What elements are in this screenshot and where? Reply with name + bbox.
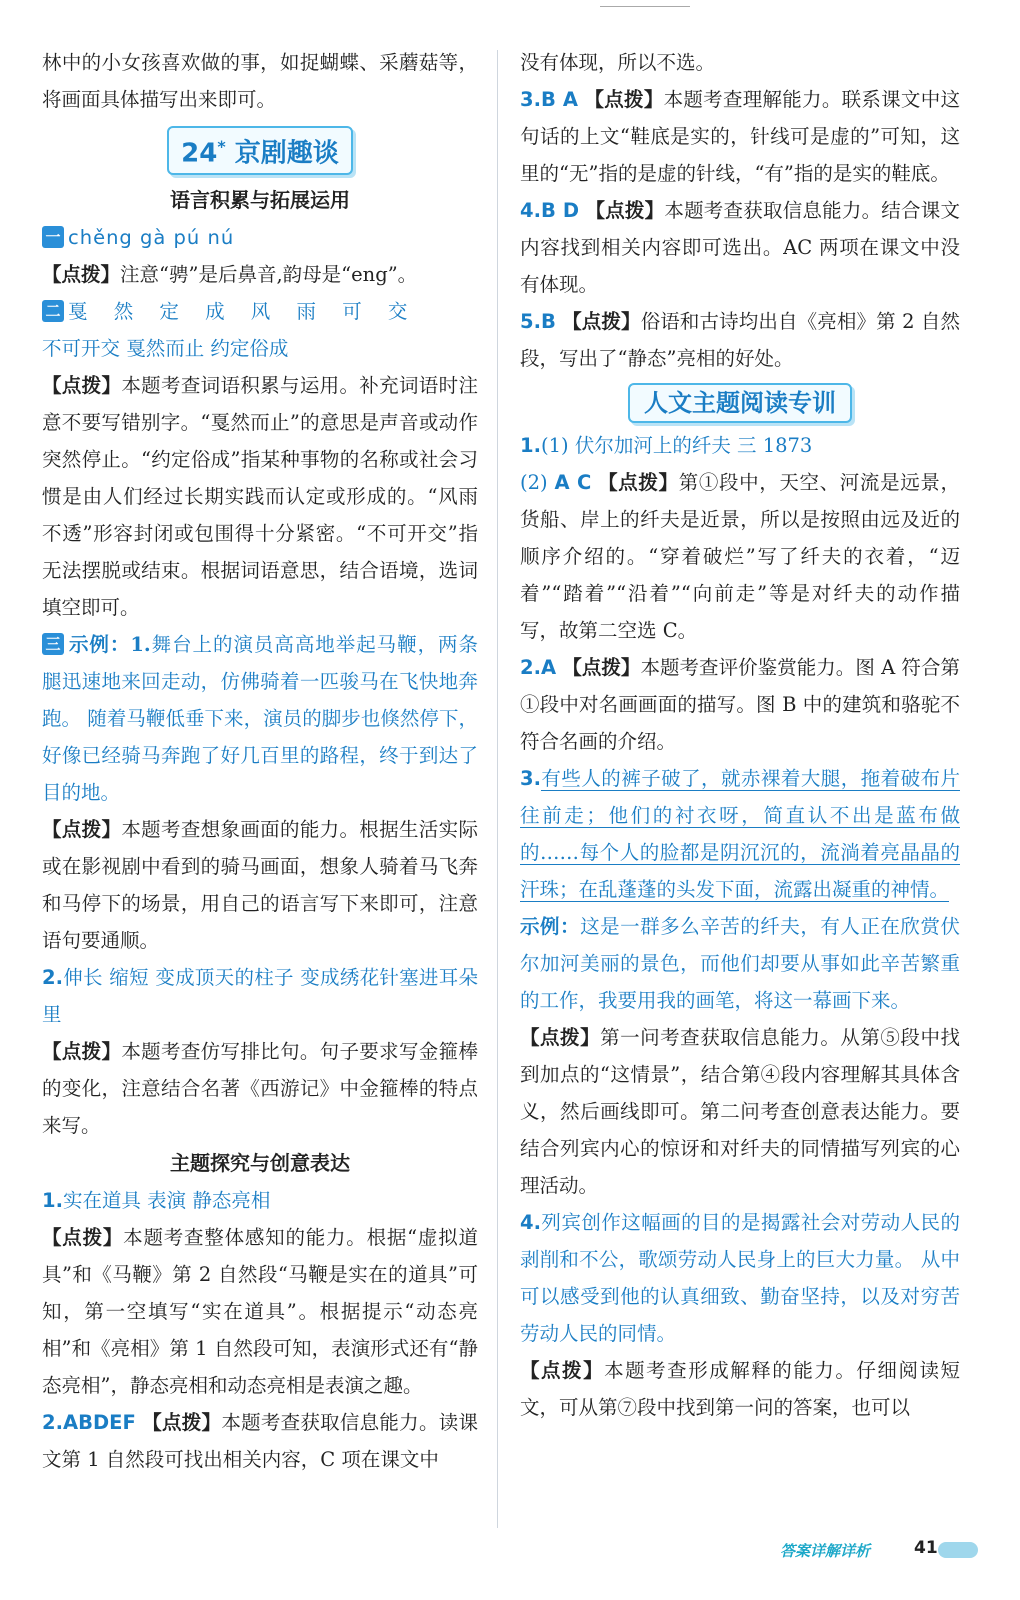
example-label: 示例：1. [68, 632, 151, 656]
tip-label: 【点拨】 [562, 310, 641, 333]
tip-text: 本题考查评价鉴赏能力。图 A 符合第①段中对名画画面的描写。图 B 中的建筑和骆驼不符合名画的介绍。 [520, 656, 960, 753]
question-2 [42, 293, 478, 330]
question-3b-tip [42, 1033, 478, 1144]
question-badge: 三 [42, 633, 64, 655]
answer-characters: 戛 然 定 成 风 雨 可 交 [68, 299, 418, 323]
question-number: 1. [520, 434, 541, 457]
tip-label: 【点拨】 [584, 88, 664, 111]
sub-label: (2) [520, 471, 548, 494]
tip-label: 【点拨】 [520, 1026, 601, 1049]
question-number: 4. [520, 1211, 541, 1234]
tip-label: 【点拨】 [42, 817, 122, 841]
sub-label: (1) [540, 434, 569, 457]
answer-text: A C [554, 471, 592, 494]
question-3b [42, 959, 478, 1033]
tip-text: 本题考查仿写排比句。句子要求写金箍棒的变化，注意结合名著《西游记》中金箍棒的特点来写。 [42, 1039, 478, 1137]
question-5-right [520, 303, 960, 377]
intro-text: 林中的小女孩喜欢做的事，如捉蝴蝶、采蘑菇等，将画面具体描写出来即可。 [42, 51, 478, 111]
question-badge: 一 [42, 226, 64, 248]
tip-text: 本题考查整体感知的能力。根据“虚拟道具”和《马鞭》第 2 自然段“马鞭是实在的道具”可知，第一空填写“实在道具”。根据提示“动态亮相”和《亮相》第 1 自然段可知，表演形式还有“静态亮相”，静态亮相和动态亮相是表演之趣。 [42, 1225, 478, 1397]
tip-label: 【点拨】 [42, 1039, 122, 1063]
footer-decoration [938, 1542, 978, 1558]
question-number: 4. [520, 199, 541, 222]
lesson-name: 京剧趣谈 [234, 138, 339, 169]
topic-question-4-tip [520, 1352, 960, 1426]
continued-text: 没有体现，所以不选。 [520, 51, 716, 74]
topic-question-1 [520, 427, 960, 464]
tip-text: 本题考查获取信息能力。读课文第 1 自然段可找出相关内容，C 项在课文中 [42, 1410, 478, 1471]
question-number: 2. [42, 1410, 63, 1434]
right-column [520, 44, 960, 1426]
question-number: 3. [520, 88, 541, 111]
tip-text: 俗语和古诗均出自《亮相》第 2 自然段，写出了“静态”亮相的好处。 [520, 310, 960, 370]
question-badge: 二 [42, 300, 64, 322]
section-title-language: 语言积累与拓展运用 [170, 187, 350, 212]
answer-text: 舞台上的演员高高地举起马鞭，两条腿迅速地来回走动，仿佛骑着一匹骏马在飞快地奔跑。 随着马鞭低垂下来，演员的脚步也倏然停下，好像已经骑马奔跑了好几百里的路程，终于到达了目的地。 [42, 632, 478, 804]
top-edge-mark [600, 0, 690, 7]
question-3 [42, 626, 478, 811]
answer-text: 伏尔加河上的纤夫 三 1873 [574, 434, 813, 457]
column-divider [497, 50, 498, 1528]
page-number: 41 [914, 1538, 938, 1558]
question-4-right [520, 192, 960, 303]
tip-label: 【点拨】 [42, 373, 122, 397]
answer-text: 伸长 缩短 变成顶天的柱子 变成绣花针塞进耳朵里 [42, 965, 478, 1026]
answer-text: 列宾创作这幅画的目的是揭露社会对劳动人民的剥削和不公，歌颂劳动人民身上的巨大力量。 从中可以感受到他的认真细致、勤奋坚持，以及对穷苦劳动人民的同情。 [520, 1211, 960, 1345]
lesson-title [167, 126, 353, 175]
answer-words: 不可开交 戛然而止 约定俗成 [42, 336, 289, 360]
lesson-star: * [217, 137, 226, 156]
section2-question-2 [42, 1404, 478, 1478]
tip-label: 【点拨】 [142, 1410, 222, 1434]
footer-label: 答案详解详析 [780, 1542, 871, 1560]
tip-text: 本题考查获取信息能力。结合课文内容找到相关内容即可选出。AC 两项在课文中没有体现。 [520, 199, 960, 296]
topic-question-3-example [520, 908, 960, 1019]
tip-text: 本题考查词语积累与运用。补充词语时注意不要写错别字。“戛然而止”的意思是声音或动作突然停止。“约定俗成”指某种事物的名称或社会习惯是由人们经过长期实践而认定或形成的。“风雨不透”形容封闭或包围得十分紧密。“不可开交”指无法摆脱或结束。根据词语意思，结合语境，选词填空即可。 [42, 373, 478, 619]
page-footer [780, 1536, 980, 1566]
section2-question-1 [42, 1182, 478, 1219]
question-number: 2. [520, 656, 541, 679]
topic-question-4 [520, 1204, 960, 1352]
answer-text: 有些人的裤子破了，就赤裸着大腿，拖着破布片往前走；他们的衬衣呀，简直认不出是蓝布做的……每个人的脸都是阴沉沉的，流淌着亮晶晶的汗珠；在乱蓬蓬的头发下面，流露出凝重的神情。 [520, 767, 960, 901]
question-1-tip [42, 256, 478, 293]
example-label: 示例： [520, 915, 581, 938]
question-1 [42, 219, 478, 256]
answer-text: A [540, 656, 557, 679]
question-2-tip [42, 367, 478, 626]
tip-label: 【点拨】 [562, 656, 641, 679]
question-3-right [520, 81, 960, 192]
tip-text: 第一问考查获取信息能力。从第⑤段中找到加点的“这情景”，结合第④段内容理解其具体含义，然后画线即可。第二问考查创意表达能力。要结合列宾内心的惊讶和对纤夫的同情描写列宾的心理活动。 [520, 1026, 960, 1197]
answer-text: B [540, 310, 556, 333]
tip-label: 【点拨】 [598, 471, 679, 494]
tip-label: 【点拨】 [520, 1359, 605, 1382]
topic-title: 人文主题阅读专训 [628, 383, 852, 423]
answer-text: B D [540, 199, 580, 222]
tip-text: 注意“骋”是后鼻音,韵母是“eng”。 [120, 262, 418, 286]
topic-question-3 [520, 760, 960, 908]
answer-text: B A [540, 88, 579, 111]
pinyin-answer: chěng gà pú nú [68, 225, 235, 249]
tip-text: 本题考查想象画面的能力。根据生活实际或在影视剧中看到的骑马画面，想象人骑着马飞奔和马停下的场景，用自己的语言写下来即可，注意语句要通顺。 [42, 817, 478, 952]
tip-text: 本题考查理解能力。联系课文中这句话的上文“鞋底是实的，针线可是虚的”可知，这里的“无”指的是虚的针线，“有”指的是实的鞋底。 [520, 88, 960, 185]
topic-question-2 [520, 649, 960, 760]
example-text: 这是一群多么辛苦的纤夫，有人正在欣赏伏尔加河美丽的景色，而他们却要从事如此辛苦繁重的工作，我要用我的画笔，将这一幕画下来。 [520, 915, 960, 1012]
topic-question-1-part-2 [520, 464, 960, 649]
section2-question-1-tip [42, 1219, 478, 1404]
tip-label: 【点拨】 [42, 1225, 124, 1249]
tip-label: 【点拨】 [585, 199, 665, 222]
section-title-theme: 主题探究与创意表达 [170, 1150, 350, 1175]
tip-label: 【点拨】 [42, 262, 121, 286]
question-2-words [42, 330, 478, 367]
lesson-number: 24 [181, 138, 218, 169]
question-number: 3. [520, 767, 541, 790]
answer-text: 实在道具 表演 静态亮相 [62, 1188, 271, 1212]
tip-text: 第①段中，天空、河流是远景，货船、岸上的纤夫是近景，所以是按照由远及近的顺序介绍的。“穿着破烂”写了纤夫的衣着，“迈着”“踏着”“沿着”“向前走”等是对纤夫的动作描写，故第二空选 C。 [520, 471, 960, 642]
question-number: 2. [42, 965, 63, 989]
question-number: 5. [520, 310, 541, 333]
answer-text: ABDEF [62, 1410, 136, 1434]
left-column [42, 44, 478, 1478]
question-number: 1. [42, 1188, 63, 1212]
tip-text: 本题考查形成解释的能力。仔细阅读短文，可从第⑦段中找到第一问的答案，也可以 [520, 1359, 960, 1419]
topic-question-3-tip [520, 1019, 960, 1204]
question-3-tip [42, 811, 478, 959]
